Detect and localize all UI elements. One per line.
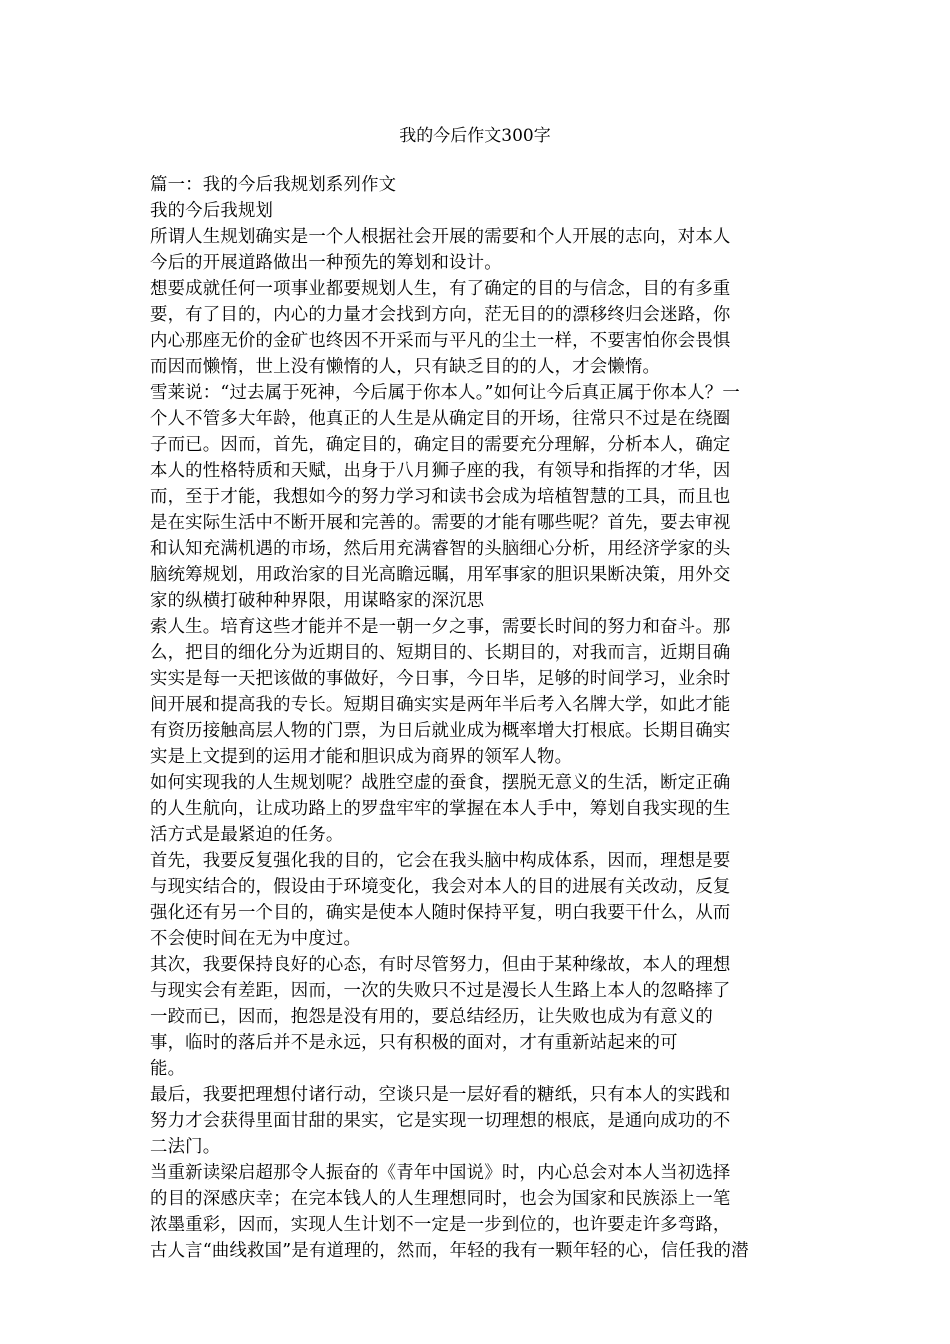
text-line: 子而已。因而，首先，确定目的，确定目的需要充分理解，分析本人，确定	[150, 435, 731, 455]
text-line: 实实是每一天把该做的事做好，今日事，今日毕，足够的时间学习，业余时	[150, 669, 731, 689]
text-line: 最后，我要把理想付诸行动，空谈只是一层好看的糖纸，只有本人的实践和	[150, 1085, 731, 1105]
text-line: 能。	[150, 1059, 186, 1079]
text-line: 脑统筹规划，用政治家的目光高瞻远瞩，用军事家的胆识果断决策，用外交	[150, 565, 731, 585]
text-line: 强化还有另一个目的，确实是使本人随时保持平复，明白我要干什么，从而	[150, 903, 731, 923]
document-body	[150, 172, 798, 1264]
text-line: 而，至于才能，我想如今的努力学习和读书会成为培植智慧的工具，而且也	[150, 487, 731, 507]
text-line: 一跤而已，因而，抱怨是没有用的，要总结经历，让失败也成为有意义的	[150, 1007, 713, 1027]
text-line: 如何实现我的人生规划呢？战胜空虚的蚕食，摆脱无意义的生活，断定正确	[150, 773, 731, 793]
text-line: 的人生航向，让成功路上的罗盘牢牢的掌握在本人手中，筹划自我实现的生	[150, 799, 731, 819]
text-line: 间开展和提高我的专长。短期目确实实是两年半后考入名牌大学，如此才能	[150, 695, 731, 715]
text-line: 努力才会获得里面甘甜的果实，它是实现一切理想的根底，是通向成功的不	[150, 1111, 731, 1131]
text-line: 其次，我要保持良好的心态，有时尽管努力，但由于某种缘故，本人的理想	[150, 955, 731, 975]
text-line: 要，有了目的，内心的力量才会找到方向，茫无目的的漂移终归会迷路，你	[150, 305, 731, 325]
text-line: 的目的深感庆幸；在完本钱人的人生理想同时，也会为国家和民族添上一笔	[150, 1189, 731, 1209]
text-line: 个人不管多大年龄，他真正的人生是从确定目的开场，往常只不过是在绕圈	[150, 409, 731, 429]
text-line: 内心那座无价的金矿也终因不开采而与平凡的尘土一样，不要害怕你会畏惧	[150, 331, 731, 351]
text-line: 么，把目的细化分为近期目的、短期目的、长期目的，对我而言，近期目确	[150, 643, 731, 663]
text-line: 所谓人生规划确实是一个人根据社会开展的需要和个人开展的志向，对本人	[150, 227, 731, 247]
document-title: 我的今后作文300字	[399, 126, 551, 146]
text-line: 篇一：我的今后我规划系列作文	[150, 175, 397, 195]
text-line: 索人生。培育这些才能并不是一朝一夕之事，需要长时间的努力和奋斗。那	[150, 617, 731, 637]
text-line: 浓墨重彩，因而，实现人生计划不一定是一步到位的，也许要走许多弯路，	[150, 1215, 731, 1235]
text-line: 今后的开展道路做出一种预先的筹划和设计。	[150, 253, 502, 273]
text-line: 古人言“曲线救国”是有道理的，然而，年轻的我有一颗年轻的心，信任我的潜	[150, 1241, 749, 1261]
text-line: 与现实结合的，假设由于环境变化，我会对本人的目的进展有关改动，反复	[150, 877, 731, 897]
text-line: 雪莱说：“过去属于死神，今后属于你本人。”如何让今后真正属于你本人？一	[150, 383, 740, 403]
text-line: 和认知充满机遇的市场，然后用充满睿智的头脑细心分析，用经济学家的头	[150, 539, 731, 559]
text-line: 家的纵横打破种种界限，用谋略家的深沉思	[150, 591, 485, 611]
text-line: 想要成就任何一项事业都要规划人生，有了确定的目的与信念，目的有多重	[150, 279, 731, 299]
text-line: 事，临时的落后并不是永远，只有积极的面对，才有重新站起来的可	[150, 1033, 678, 1053]
text-line: 有资历接触高层人物的门票，为日后就业成为概率增大打根底。长期目确实	[150, 721, 731, 741]
text-line: 我的今后我规划	[150, 201, 274, 221]
text-line: 是在实际生活中不断开展和完善的。需要的才能有哪些呢？首先，要去审视	[150, 513, 731, 533]
text-line: 实是上文提到的运用才能和胆识成为商界的领军人物。	[150, 747, 573, 767]
text-line: 不会使时间在无为中度过。	[150, 929, 362, 949]
text-line: 而因而懒惰，世上没有懒惰的人，只有缺乏目的的人，才会懒惰。	[150, 357, 661, 377]
text-line: 本人的性格特质和天赋，出身于八月狮子座的我，有领导和指挥的才华，因	[150, 461, 731, 481]
text-line: 首先，我要反复强化我的目的，它会在我头脑中构成体系，因而，理想是要	[150, 851, 731, 871]
text-line: 活方式是最紧迫的任务。	[150, 825, 344, 845]
text-line: 当重新读梁启超那令人振奋的《青年中国说》时，内心总会对本人当初选择	[150, 1163, 731, 1183]
text-line: 二法门。	[150, 1137, 221, 1157]
text-line: 与现实会有差距，因而，一次的失败只不过是漫长人生路上本人的忽略摔了	[150, 981, 731, 1001]
